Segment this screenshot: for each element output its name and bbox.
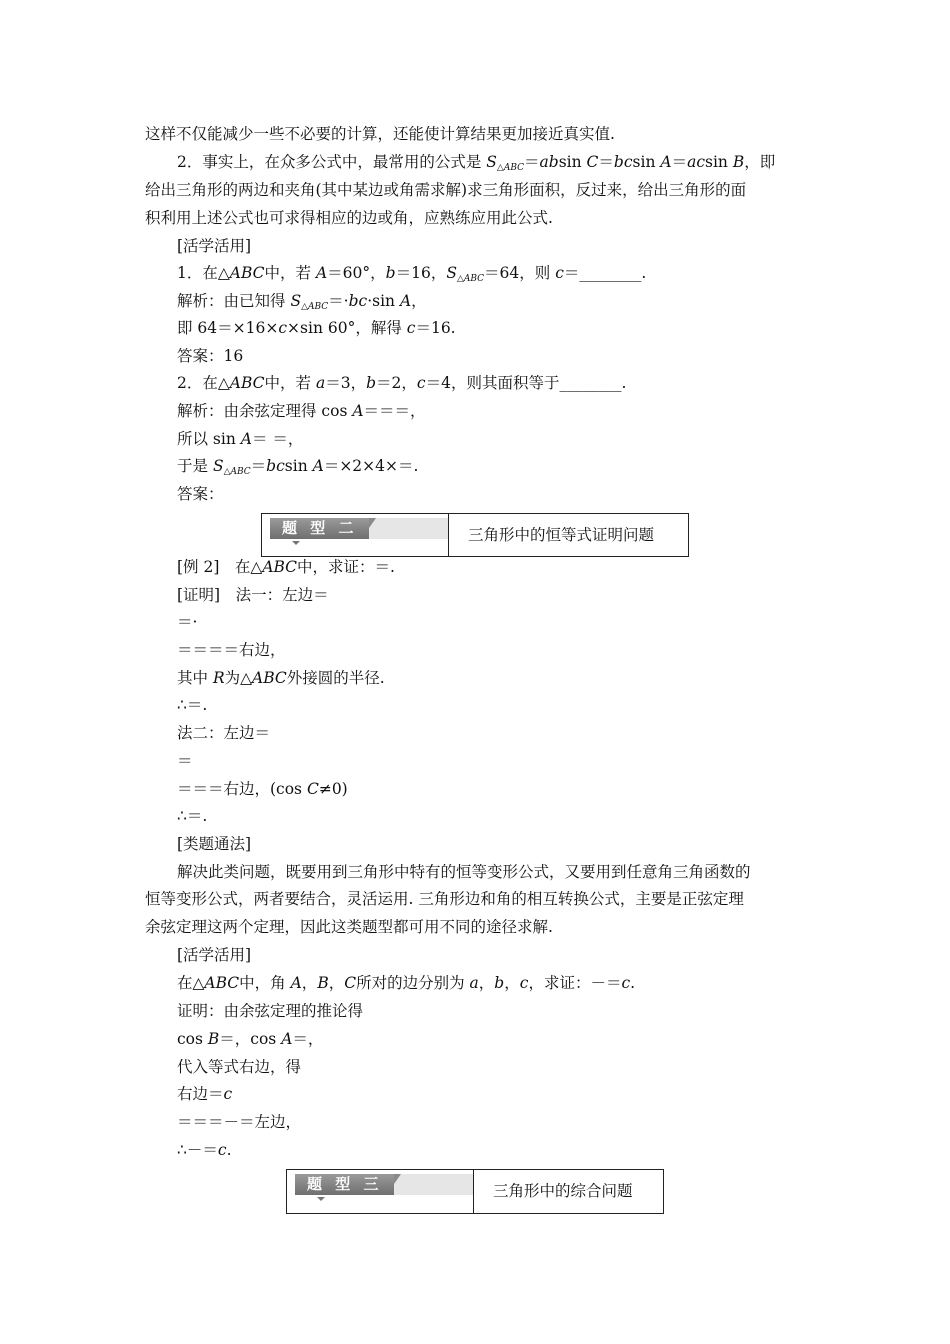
text-line: [177, 585, 329, 605]
math-variable: bc: [348, 292, 368, 310]
text-line: [145, 208, 553, 228]
text-line: [177, 1112, 301, 1132]
text-run: ＝: [598, 153, 614, 171]
text-run: sin: [284, 457, 313, 475]
section-banner-2: [261, 513, 689, 557]
text-line: [177, 152, 775, 178]
text-run: 解析：由余弦定理得 cos: [177, 402, 353, 420]
text-run: cos: [177, 1030, 208, 1048]
math-variable: bc: [266, 457, 285, 475]
text-run: ，: [411, 292, 427, 310]
subscript: △ABC: [456, 274, 485, 284]
text-line: [177, 973, 635, 993]
section-title: 三角形中的综合问题: [493, 1182, 633, 1200]
math-variable: A: [240, 430, 252, 448]
text-run: .: [226, 1141, 232, 1159]
text-run: 代入等式右边，得: [177, 1058, 302, 1076]
text-run: 其中: [177, 669, 213, 687]
text-line: [177, 723, 270, 743]
text-line: [145, 889, 744, 909]
text-run: 解析：由已知得: [177, 292, 291, 310]
text-run: ＝3，: [325, 374, 367, 392]
text-run: ＝60°，: [327, 264, 386, 282]
text-line: [177, 834, 251, 854]
text-line: [145, 124, 615, 144]
text-line: [177, 456, 418, 482]
text-run: ，: [301, 974, 318, 992]
text-line: [145, 917, 553, 937]
math-variable: A: [290, 974, 302, 992]
text-line: [177, 373, 626, 393]
text-run: ∴－＝: [177, 1141, 218, 1159]
math-variable: ABC: [262, 558, 298, 576]
text-run: ＝2，: [376, 374, 417, 392]
text-line: [177, 429, 303, 449]
text-run: ＝＝＝，: [363, 402, 426, 420]
text-run: ，即: [744, 153, 776, 171]
math-variable: ABC: [204, 974, 240, 992]
math-variable: a: [469, 974, 479, 992]
text-run: 证明：由余弦定理的推论得: [177, 1002, 364, 1020]
text-run: ≠0): [318, 780, 348, 798]
text-run: 2．事实上，在众多公式中，最常用的公式是: [177, 153, 487, 171]
text-run: ＝＝＝右边，(cos: [177, 780, 307, 798]
text-run: ＝＝＝－＝左边，: [177, 1113, 302, 1131]
text-run: ∴＝.: [177, 696, 208, 714]
text-run: ×sin 60°，解得: [287, 319, 407, 337]
text-run: ·sin: [367, 292, 400, 310]
text-run: ＝: [524, 153, 540, 171]
text-run: [类题通法]: [177, 835, 252, 853]
math-variable: c: [223, 1085, 233, 1103]
text-line: [145, 180, 746, 200]
text-line: [177, 695, 207, 715]
text-run: ＝: [177, 752, 193, 770]
text-run: 为△: [224, 669, 253, 687]
text-line: [177, 1140, 232, 1160]
math-variable: a: [315, 374, 326, 392]
text-run: 答案：16: [177, 347, 244, 365]
section-title: 三角形中的恒等式证明问题: [468, 526, 655, 544]
text-run: 余弦定理这两个定理，因此这类题型都可用不同的途径求解.: [145, 918, 553, 936]
math-variable: S: [446, 264, 457, 282]
text-run: sin: [632, 153, 661, 171]
text-line: [177, 291, 427, 317]
text-run: 中，若: [264, 264, 316, 282]
text-run: sin: [705, 153, 733, 171]
math-variable: B: [207, 1030, 220, 1048]
subscript: △ABC: [496, 163, 525, 173]
text-line: [177, 945, 251, 965]
text-line: [177, 318, 456, 338]
math-variable: c: [217, 1141, 227, 1159]
text-run: 这样不仅能减少一些不必要的计算，还能使计算结果更加接近真实值.: [145, 125, 615, 143]
math-variable: b: [385, 264, 396, 282]
math-variable: ab: [539, 153, 559, 171]
text-run: ，: [478, 974, 495, 992]
text-run: 中，角: [239, 974, 291, 992]
text-run: ＝16.: [415, 319, 456, 337]
text-run: 答案：: [177, 485, 224, 503]
section-tag: 题 型 三: [295, 1174, 394, 1195]
text-run: [活学活用]: [177, 237, 252, 255]
text-run: 恒等变形公式，两者要结合，灵活运用. 三角形边和角的相互转换公式，主要是正弦定理: [145, 890, 744, 908]
math-variable: c: [555, 264, 564, 282]
text-line: [177, 346, 243, 366]
math-variable: S: [486, 153, 497, 171]
math-variable: S: [212, 457, 224, 475]
text-run: 中，若: [264, 374, 316, 392]
text-run: 积利用上述公式也可求得相应的边或角，应熟练应用此公式.: [145, 209, 553, 227]
math-variable: C: [586, 153, 599, 171]
math-variable: c: [621, 974, 631, 992]
text-line: [177, 401, 426, 421]
math-variable: A: [315, 264, 328, 282]
text-run: ＝: [671, 153, 688, 171]
text-run: 即 64＝×16×: [177, 319, 279, 337]
math-variable: A: [281, 1030, 293, 1048]
math-variable: A: [660, 153, 672, 171]
text-line: [177, 1057, 301, 1077]
text-run: ＝64，则: [484, 264, 556, 282]
math-variable: c: [278, 319, 288, 337]
math-variable: ABC: [229, 264, 265, 282]
math-variable: c: [406, 319, 416, 337]
text-line: [177, 1029, 323, 1049]
text-line: [177, 668, 385, 688]
text-run: 解决此类问题，既要用到三角形中特有的恒等变形公式，又要用到任意角三角函数的: [177, 863, 751, 881]
text-run: ＝16，: [395, 264, 447, 282]
text-line: [177, 236, 251, 256]
math-variable: bc: [613, 153, 633, 171]
subscript: △ABC: [301, 302, 329, 312]
math-variable: b: [494, 974, 505, 992]
text-line: [177, 862, 751, 882]
text-line: [177, 1084, 232, 1104]
text-run: 1．在△: [177, 264, 230, 282]
math-variable: c: [519, 974, 529, 992]
text-run: ＝·: [177, 613, 198, 631]
text-line: [177, 806, 207, 826]
text-line: [177, 557, 395, 577]
math-variable: A: [399, 292, 412, 310]
math-variable: C: [344, 974, 357, 992]
math-variable: b: [366, 374, 377, 392]
text-line: [177, 484, 224, 504]
math-variable: ABC: [252, 669, 287, 687]
math-variable: B: [317, 974, 329, 992]
text-run: ＝4，则其面积等于________.: [425, 374, 627, 392]
text-run: sin: [558, 153, 587, 171]
text-run: ＝，cos: [219, 1030, 282, 1048]
text-line: [177, 1001, 363, 1021]
text-run: ∴＝.: [177, 807, 208, 825]
text-run: 所以 sin: [177, 430, 241, 448]
text-line: [177, 263, 646, 289]
text-run: 所对的边分别为: [356, 974, 470, 992]
text-run: ＝ ＝，: [251, 430, 304, 448]
text-line: [177, 640, 286, 660]
text-run: 2．在△: [177, 374, 230, 392]
text-run: 于是: [177, 457, 213, 475]
section-tag: 题 型 二: [270, 518, 369, 539]
math-variable: B: [732, 153, 745, 171]
text-run: 法二：左边＝: [177, 724, 271, 742]
text-run: 在△: [177, 974, 205, 992]
text-run: 右边＝: [177, 1085, 224, 1103]
text-line: [177, 751, 193, 771]
text-run: ＝________.: [563, 264, 647, 282]
math-variable: S: [290, 292, 302, 310]
text-run: ＝×2×4×＝.: [323, 457, 419, 475]
text-run: [证明] 法一：左边＝: [177, 586, 329, 604]
text-line: [177, 612, 197, 632]
text-run: ＝·: [328, 292, 349, 310]
math-variable: ac: [687, 153, 705, 171]
text-run: ＝: [250, 457, 267, 475]
text-run: ＝，: [292, 1030, 324, 1048]
math-variable: ABC: [229, 374, 265, 392]
text-run: 中，求证：＝.: [297, 558, 395, 576]
math-variable: C: [306, 780, 319, 798]
text-run: ，求证：－＝: [528, 974, 622, 992]
text-run: [例 2] 在△: [177, 558, 263, 576]
section-banner-3: [286, 1169, 664, 1214]
text-run: ＝＝＝＝右边，: [177, 641, 286, 659]
math-variable: A: [352, 402, 364, 420]
text-run: ，: [328, 974, 345, 992]
text-run: 外接圆的半径.: [286, 669, 385, 687]
math-variable: A: [312, 457, 324, 475]
math-variable: R: [212, 669, 225, 687]
subscript: △ABC: [223, 467, 251, 477]
text-run: 给出三角形的两边和夹角(其中某边或角需求解)求三角形面积，反过来，给出三角形的面: [145, 181, 747, 199]
text-run: ，: [504, 974, 520, 992]
text-run: .: [630, 974, 636, 992]
math-variable: c: [416, 374, 426, 392]
text-line: [177, 779, 348, 799]
text-run: [活学活用]: [177, 946, 252, 964]
